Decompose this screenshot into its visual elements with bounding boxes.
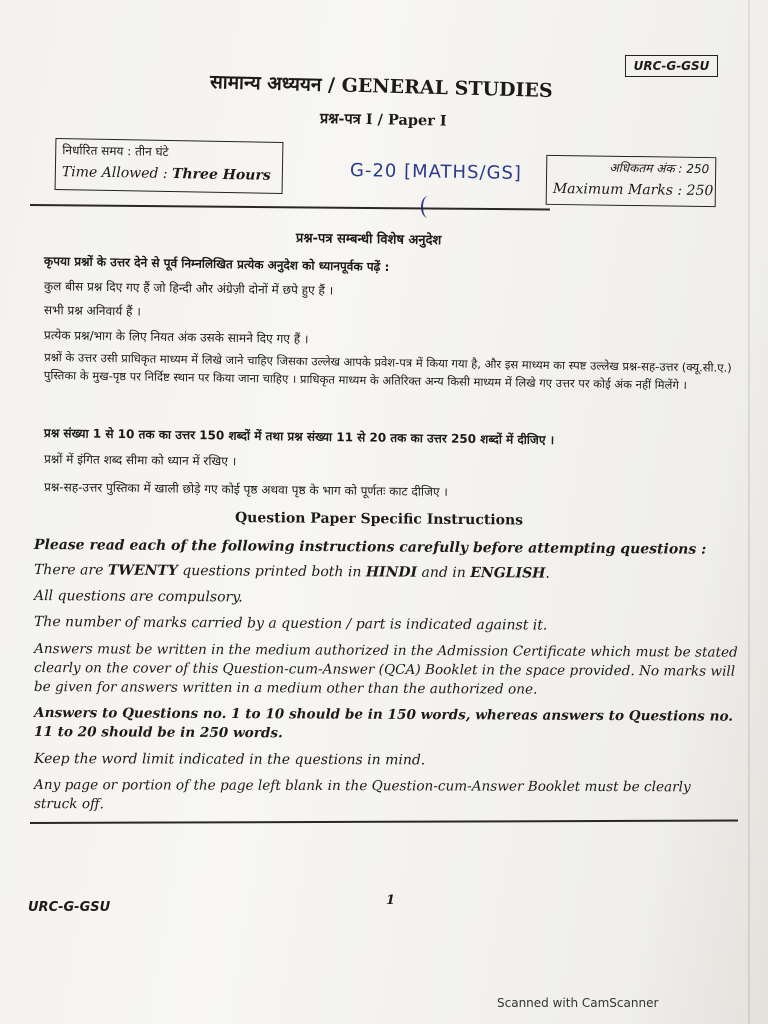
english-instruction-item: Keep the word limit indicated in the questions in mind. bbox=[33, 751, 426, 769]
english-instruction-item: Any page or portion of the page left blank in the Question-cum-Answer Booklet must be clearly struck off. bbox=[33, 777, 691, 813]
paper-code-box: URC-G-GSU bbox=[625, 55, 718, 77]
english-instruction-item: The number of marks carried by a question / part is indicated against it. bbox=[33, 614, 548, 634]
hindi-instruction-item: प्रश्नों में इंगित शब्द सीमा को ध्यान में रखिए । bbox=[43, 452, 237, 469]
maximum-marks-english: Maximum Marks : 250 bbox=[552, 180, 714, 200]
instruction-text: . bbox=[545, 565, 550, 582]
time-allowed-english bbox=[62, 161, 276, 187]
time-allowed-label: Time Allowed : bbox=[61, 164, 173, 183]
hindi-instruction-item: प्रश्न-सह-उत्तर पुस्तिका में खाली छोड़े गए कोई पृष्ठ अथवा पृष्ठ के भाग को पूर्णतः काट दीजिए । bbox=[43, 480, 449, 499]
hindi-instruction-item: प्रत्येक प्रश्न/भाग के लिए नियत अंक उसके सामने दिए गए हैं । bbox=[43, 328, 309, 347]
footer-paper-code: URC-G-GSU bbox=[28, 900, 111, 915]
hindi-instructions-intro: कृपया प्रश्नों के उत्तर देने से पूर्व निम्नलिखित प्रत्येक अनुदेश को ध्यानपूर्वक पढ़ें : bbox=[43, 254, 390, 275]
paper-title: सामान्य अध्ययन / GENERAL STUDIES bbox=[209, 71, 553, 102]
maximum-marks-hindi: अधिकतम अंक : 250 bbox=[609, 160, 710, 177]
time-allowed-hindi: निर्धारित समय : तीन घंटे bbox=[62, 143, 169, 159]
page-number: 1 bbox=[386, 893, 396, 908]
time-allowed-box bbox=[55, 138, 284, 194]
instruction-text: and in bbox=[417, 564, 471, 582]
instruction-emphasis: ENGLISH bbox=[470, 565, 546, 582]
footer-divider bbox=[30, 820, 738, 824]
english-instructions-heading: Question Paper Specific Instructions bbox=[234, 510, 524, 529]
instruction-emphasis: HINDI bbox=[365, 564, 418, 581]
english-instructions-intro: Please read each of the following instructions carefully before attempting questions : bbox=[33, 537, 707, 558]
header-divider bbox=[30, 204, 550, 210]
hindi-instructions-heading: प्रश्न-पत्र सम्बन्धी विशेष अनुदेश bbox=[295, 231, 442, 249]
handwritten-note: G-20 [MATHS/GS] bbox=[349, 160, 523, 184]
english-instruction-item: All questions are compulsory. bbox=[33, 588, 243, 606]
page-fold-shadow bbox=[748, 0, 750, 1024]
instruction-text: questions printed both in bbox=[177, 563, 366, 581]
hindi-instruction-item: सभी प्रश्न अनिवार्य हैं । bbox=[43, 303, 141, 319]
hindi-instruction-item: कुल बीस प्रश्न दिए गए हैं जो हिन्दी और अंग्रेज़ी दोनों में छपे हुए हैं । bbox=[43, 279, 334, 298]
maximum-marks-box bbox=[546, 155, 717, 207]
hindi-instruction-item: प्रश्न संख्या 1 से 10 तक का उत्तर 150 शब्दों में तथा प्रश्न संख्या 11 से 20 तक का उत्तर 250 शब्दों में दीजिए । bbox=[43, 426, 555, 448]
scanner-watermark: Scanned with CamScanner bbox=[497, 996, 659, 1010]
paper-number: प्रश्न-पत्र I / Paper I bbox=[319, 110, 447, 130]
hindi-instruction-item: प्रश्नों के उत्तर उसी प्राधिकृत माध्यम में लिखे जाने चाहिए जिसका उल्लेख आपके प्रवेश-पत्र में किया गया है, और इस माध्यम का स्पष्ट उल्लेख प्रश्न-सह-उत्तर (क्यू.सी.ए.) पुस्तिका के मुख-पृष्ठ पर निर्दिष्ट स्थान पर किया जाना चाहिए । प्राधिकृत माध्यम के अतिरिक्त अन्य किसी माध्यम में लिखे गए उत्तर पर कोई अंक नहीं मिलेंगे । bbox=[43, 350, 732, 393]
english-instruction-item bbox=[34, 562, 744, 583]
english-instruction-item: Answers to Questions no. 1 to 10 should be in 150 words, whereas answers to Questions no. 11 to 20 should be in 250 words. bbox=[33, 705, 734, 742]
instruction-emphasis: TWENTY bbox=[107, 562, 178, 580]
time-allowed-value: Three Hours bbox=[171, 166, 271, 184]
instruction-text: There are bbox=[33, 562, 108, 579]
english-instruction-item: Answers must be written in the medium authorized in the Admission Certificate which must be stated clearly on the cover of this Question-cum-Answer (QCA) Booklet in the space provided. No marks will be given for answers written in a medium other than the authorized one. bbox=[33, 641, 738, 698]
